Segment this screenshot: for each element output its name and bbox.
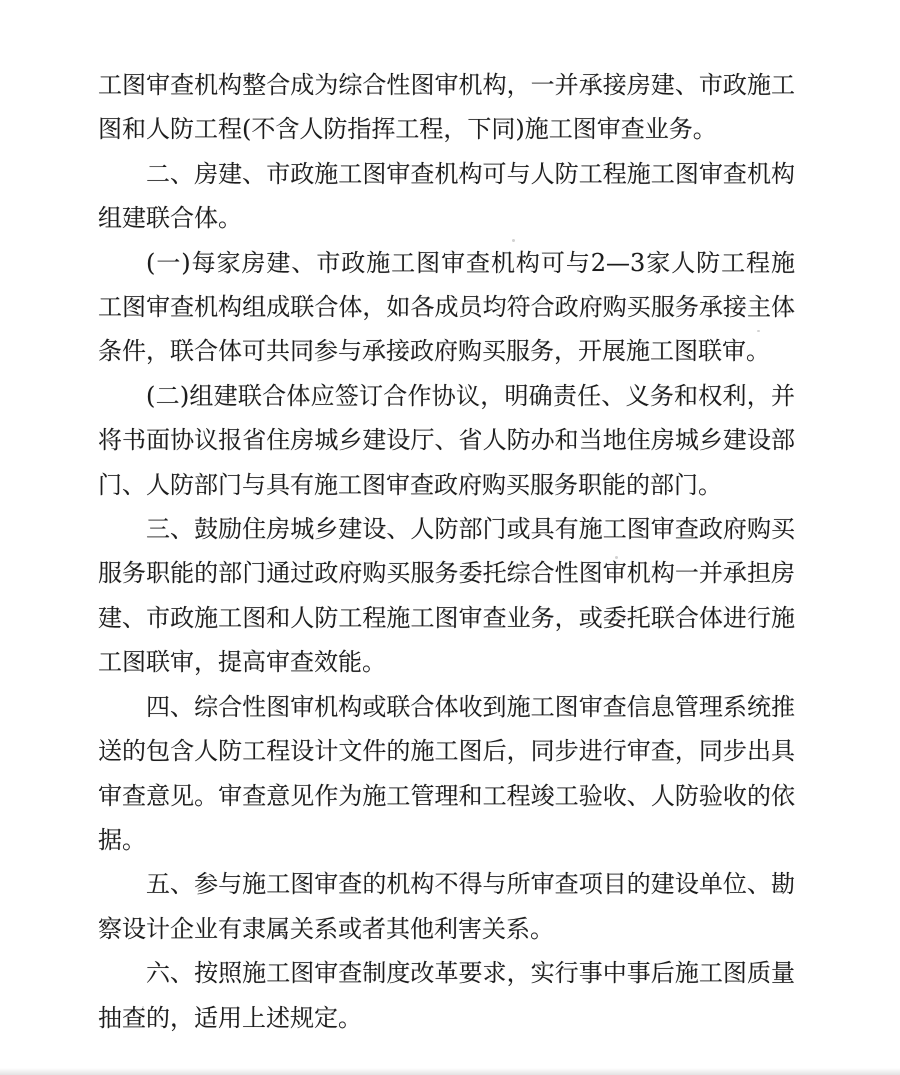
paragraph-5: 三、鼓励住房城乡建设、人防部门或具有施工图审查政府购买服务职能的部门通过政府购买服务委托综合性图审机构一并承担房建、市政施工图和人防工程施工图审查业务，或委托联合体进行施工图联审，提高审查效能。	[98, 515, 795, 677]
scan-speck	[142, 1006, 144, 1008]
scan-edge-shadow	[0, 1068, 900, 1075]
paragraph-4: (二)组建联合体应签订合作协议，明确责任、义务和权利，并将书面协议报省住房城乡建设厅、省人防办和当地住房城乡建设部门、人防部门与具有施工图审查政府购买服务职能的部门。	[98, 381, 795, 499]
text-block	[98, 63, 795, 1040]
paragraph-3: (一)每家房建、市政施工图审查机构可与2—3家人防工程施工图审查机构组成联合体，如各成员均符合政府购买服务承接主体条件，联合体可共同参与承接政府购买服务，开展施工图联审。	[98, 248, 795, 366]
paragraph-6: 四、综合性图审机构或联合体收到施工图审查信息管理系统推送的包含人防工程设计文件的施工图后，同步进行审查，同步出具审查意见。审查意见作为施工管理和工程竣工验收、人防验收的依据。	[98, 692, 795, 854]
paragraph-8: 六、按照施工图审查制度改革要求，实行事中事后施工图质量抽查的，适用上述规定。	[98, 959, 795, 1032]
scan-speck	[757, 330, 760, 332]
paragraph-7: 五、参与施工图审查的机构不得与所审查项目的建设单位、勘察设计企业有隶属关系或者其他利害关系。	[98, 870, 795, 943]
scan-speck	[615, 556, 618, 559]
scan-speck	[452, 742, 454, 745]
scan-speck	[512, 239, 515, 242]
paragraph-2: 二、房建、市政施工图审查机构可与人防工程施工图审查机构组建联合体。	[98, 159, 795, 233]
paragraph-1: 工图审查机构整合成为综合性图审机构，一并承接房建、市政施工图和人防工程(不含人防指挥工程，下同)施工图审查业务。	[98, 71, 795, 144]
